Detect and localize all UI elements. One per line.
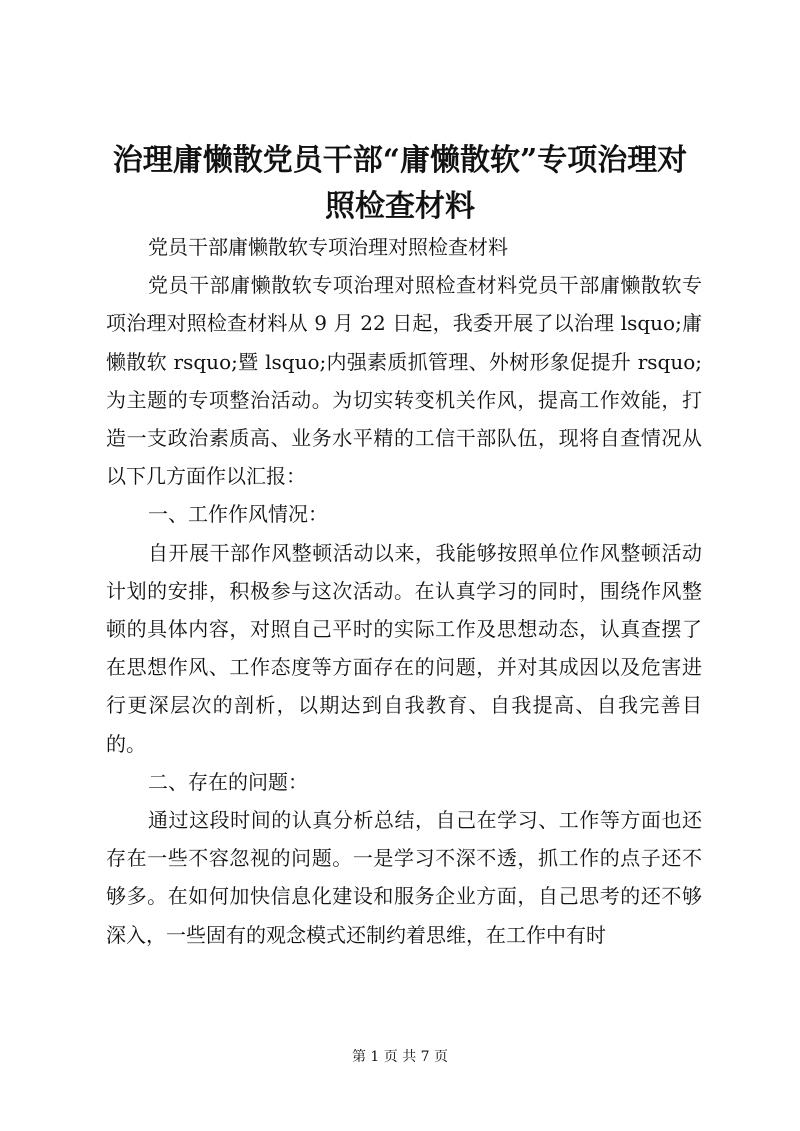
section-heading-problems: 二、存在的问题：: [148, 769, 308, 794]
section-heading-work-style: 一、工作作风情况：: [148, 502, 328, 527]
problems-paragraph: 通过这段时间的认真分析总结，自己在学习、工作等方面也还存在一些不容忽视的问题。一是学习不深不透，抓工作的点子还不够多。在如何加快信息化建设和服务企业方面，自己思考的还不够深入，一些固有的观念模式还制约着思维，在工作中有时: [106, 808, 702, 947]
work-style-paragraph: 自开展干部作风整顿活动以来，我能够按照单位作风整顿活动计划的安排，积极参与这次活动。在认真学习的同时，围绕作风整顿的具体内容，对照自己平时的实际工作及思想动态，认真查摆了在思想作风、工作态度等方面存在的问题，并对其成因以及危害进行更深层次的剖析，以期达到自我教育、自我提高、自我完善目的。: [106, 540, 702, 756]
document-title: 治理庸懒散党员干部“庸懒散软”专项治理对照检查材料: [112, 143, 688, 224]
page-footer: 第 1 页 共 7 页: [351, 1049, 449, 1065]
intro-paragraph: 党员干部庸懒散软专项治理对照检查材料党员干部庸懒散软专项治理对照检查材料从 9 月 22 日起，我委开展了以治理 lsquo;庸懒散软 rsquo;暨 lsquo;内强素质抓管理、外树形象促提升 rsquo;为主题的专项整治活动。为切实转变机关作风，提高工作效能，打造一支政治素质高、业务水平精的工信干部队伍，现将自查情况从以下几方面作以汇报：: [106, 273, 702, 489]
document-body: [106, 228, 702, 954]
subtitle-paragraph: 党员干部庸懒散软专项治理对照检查材料: [148, 235, 508, 259]
